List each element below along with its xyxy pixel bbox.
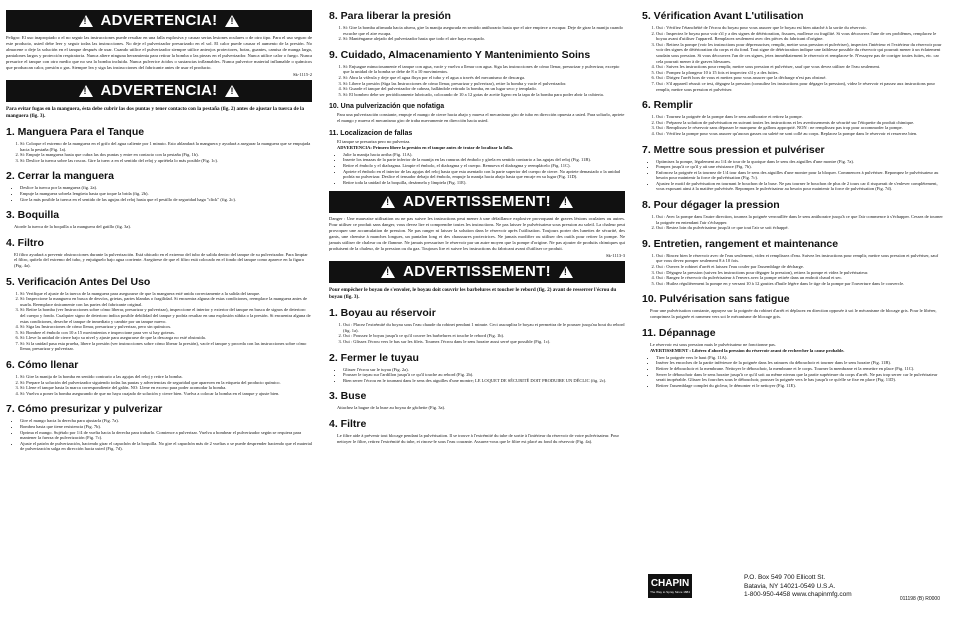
list-item: • Julie la manija hacia arriba (Fig. 11A). — [343, 152, 625, 158]
list-item: • Insérer les encoches de la partie inférieure de la poignée dans les rainures du débouchoir et tourner dans le sens horaire (Fig. 11B). — [656, 360, 944, 366]
list-item: 2. Oui : Inspectez le boyau pour voir s'il y a des signes de détérioration, fissures, mollesse ou fragilité. Si vous découvrez l'une de ces problèmes, remplacez le boyau avant d'utiliser l'appareil. Remplacez seulement avec des pièces du fabricant d'origine. — [656, 31, 944, 42]
warning-banner-title: ADVERTISSEMENT! — [403, 193, 551, 211]
warning-triangle-icon — [559, 266, 573, 278]
list-item: 3. Oui : Dégagez la pression (suivez les instructions pour dégager la pression), retirez la pompe et videz le pulvérisateur. — [656, 270, 944, 276]
document-code: 011198 (B) R0000 — [899, 596, 940, 602]
column-middle — [329, 10, 625, 445]
list-item: • Pompez jusqu'à ce qu'il y ait une résistance (Fig. 7b). — [656, 164, 944, 170]
section-title: 4. Filtro — [6, 236, 44, 249]
section-text: El filtro ayudará a prevenir obstrucciones durante la pulverización. Está ubicado en el extremo del tubo de salida dentro del tanque de su pulverizador. Para limpiar el filtro, quítelo del extremo del tubo, y enjuáguelo bajo agua corriente. Asegúrese de que el filtro está colocado en el fondo del tanque como aparece en la figura (Fig. 4a). — [14, 251, 308, 268]
section-text: Attachez la bague de la buse au boyau de gâchette (Fig. 3a). — [337, 405, 446, 411]
section-text: Le filtre aide à prévenir tout blocage pendant la pulvérisation. Il se trouve à l'extrémité du tube de sortie à l'intérieur du réservoir de votre pulvérisateur. Pour nettoyer le filtre, retirez l'extrémité du tube, et rincez-le sous l'eau courante. Assurez-vous que le filtre est placé au fond du réservoir (Fig. 4a). — [337, 433, 620, 444]
section-title: 5. Verificación Antes Del Uso — [6, 275, 151, 288]
list-item: • Apriete el émbolo en el interior de las agujas del reloj hasta que esta asentado con la parte superior del cuerpo de cierre. No apriete demasiado o la unidad podría no pulverizar. Deslice el tensador debajo del émbolo, empuje la manija hacia abajo hasta que encaje en su lugar (Fig. 11D). — [343, 169, 625, 180]
section-text: Le réservoir est sous pression mais le pulvérisateur ne fonctionne pas. — [650, 341, 776, 347]
warning-triangle-icon — [79, 15, 93, 27]
list-item: 1. Oui : Placez l'extrémité du boyau sous l'eau chaude du robinet pendant 1 minute. Ceci assouplira le boyau et permettra de le pousser jusqu'au bout du rebord (fig. 1a). — [343, 322, 625, 333]
warning-banner-2 — [6, 80, 312, 102]
list-item: 5. Oui : Pompez la plongeur 10 à 15 fois et inspectez s'il y a des fuites. — [656, 70, 944, 76]
list-item: • Ajuste el patrón de pulverización, haciendo girar el capuchón de la boquilla. No gire el capuchón más de 2 vueltas o se puede desprender haciendo que el material de pulverización salga en dirección hacia usted (Fig. 7d). — [20, 441, 312, 452]
list-item: 3. Sí: Retire la bomba (ver Instrucciones sobre cómo liberar, presurizar y pulverizar), inspeccione el interior y exterior del tanque en busca de signos de deterioro del cuerpo y fondo. Cualquier signo de deterioro indica posible debilidad del tanque y podría resultar en una explosión súbita o la presión. Si encuentra alguna de estas condiciones, deseche el tanque de inmediato y cambie por un tanque nuevo. — [20, 307, 312, 324]
list-item: 2. Oui : Poussez le boyau jusqu'à ce qu'il couvre les barbelures et touche le rebord (Fig. 1b). — [343, 333, 625, 339]
list-item: • Bien serrer l'écrou en le tournant dans le sens des aiguilles d'une montre; LE LOQUET DE SÉCURITÉ DOIT PRODUIRE UN DÉCLIC (fig. 2c). — [343, 378, 625, 384]
warning-text-3: Danger : Une mauvaise utilisation ou ne pas suivre les instructions peut mener à une défaillance explosive provoquant de graves lésions oculaires ou autres. Pour utiliser ce produit sans danger, vous devez lire et comprendre toutes les instructions. Ne pas laisser le pulvérisateur sous pression au soleil. La chaleur peut provoquer une accumulation de pression. Ne pas ranger ni laisser la solution dans le réservoir après l'utilisation. Toujours porter des lunettes de sécurité, des gants, une chemise à manches longues, un pantalon long et des chaussures protectrices. Ne jamais modifier ou utiliser des outils pour retirer la pompe. Ne jamais utiliser de chaleur ou de flamme. Ne jamais pressuriser le réservoir par un autre moyen que la pompe d'origine. Ne pas ajouter de produits chimiques qui produisent de la chaleur, de la pression ou du gaz. Toujours lire et suivre les instructions du fabricant avant d'utiliser ce produit. — [329, 216, 625, 252]
warning-code-3: Sk-1113-3 — [605, 253, 625, 259]
section-title: 1. Manguera Para el Tanque — [6, 126, 145, 138]
warning-banner-title: ADVERTENCIA! — [100, 12, 218, 29]
warning-triangle-icon — [381, 196, 395, 208]
section-text: El tanque se presuriza pero no pulveriza. — [337, 138, 411, 144]
section-list — [642, 25, 944, 92]
section-title: 3. Buse — [329, 390, 367, 403]
list-item: 6. Oui : Dirigez l'arrêt hors de vous et mettez pour vous assurer que la décharge n'est pas obstrué. — [656, 75, 944, 81]
list-item: 4. Oui : Suivez les instructions pour remplir, mettre sous pression et pulvériser, sauf que vous devez utiliser de l'eau seulement. — [656, 64, 944, 70]
section-list — [6, 185, 312, 202]
list-item: • Serrer le débouchoir dans le sens horaire jusqu'à ce qu'il soit au même niveau que la partie supérieure du corps d'arrêt. Ne pas trop serrer car le pulvérisateur serait inopérable. Glisser les fourches sous le débouchoir, pousser la poignée vers le bas jusqu'à ce qu'elle se fixe en place (Fig. 11D). — [656, 372, 944, 383]
list-item: • Retirer le débouchoir et la membrane. Nettoyer le débouchoir, la membrane et le corps. Tourner la membrane et la remettre en place (Fig. 11C). — [656, 366, 944, 372]
section-list — [642, 159, 944, 193]
list-item: • Gire la más posible la tuerca en el sentido de las agujas del reloj hasta que el pestillo de seguridad haga "click" (fig. 2c). — [20, 197, 312, 203]
list-item: • Bombea hasta que tiene resistencia (Fig. 7b). — [20, 424, 312, 430]
logo-tagline: The Way to Spray Since 1884 — [650, 590, 690, 594]
list-item: • Pousser le tuyau sur l'ardillon jusqu'à ce qu'il touche au rebord (Fig. 2b). — [343, 372, 625, 378]
list-item: 2. Sí: Manténgame alejado del pulverizador hasta que todo el aire haya escapado. — [343, 36, 625, 42]
warning-triangle-icon — [225, 15, 239, 27]
list-item: 2. Sí: Inspeccione la manguera en busca de desvíos, grietas, partes blandas o fragilidad. Si encuentra alguna de estas condiciones, reemplace la manguera antes de usarla. Reemplace únicamente con las partes del fabricante original. — [20, 296, 312, 307]
list-item: • Tirer la poignée vers le haut (Fig. 11A). — [656, 355, 944, 361]
list-item: • Deslice la tuerca por la manguera (fig. 2a). — [20, 185, 312, 191]
warning-banner-title: ADVERTENCIA! — [100, 82, 218, 99]
list-item: 5. Sí: El bombeo debe ser periódicamente lubricado, colocando de 10 a 12 gotas de aceite ligero en la tapa de la bomba para poder abrir la cubierta. — [343, 92, 625, 98]
logo-text: CHAPIN — [650, 578, 690, 589]
section-warning: ADVERTENCIA: Primero libere la presión en el tanque antes de tratar de localizar la falla. — [337, 145, 514, 151]
address-line: P.O. Box 549 700 Ellicott St. — [744, 574, 826, 581]
section-title: 9. Entretien, rangement et maintenance — [642, 237, 839, 250]
list-item: 4. Sí: Guarde el tanque del pulverizador de cabeza, hallándole retirado la bomba, en un lugar seco y templado. — [343, 86, 625, 92]
warning-triangle-icon — [559, 196, 573, 208]
list-item: 6. Sí: Lleve la unidad de cierre bajo su nivel y ajuste para asegurarse de que la descarga no esté obstruida. — [20, 335, 312, 341]
list-item: • Enfoncez la poignée et la tournez de 1/4 tour dans le sens des aiguilles d'une montre pour la bloquer. Commencez à pulvériser. Repompez le pulvérisateur au besoin pour maintenir la force de pulvérisation (Fig. 7c). — [656, 170, 944, 181]
chapin-logo — [648, 574, 692, 598]
warning-text-1: Peligro: El uso inapropiado o el no seguir las instrucciones puede resultar en una falla explosiva y causar serias lesiones oculares o de otro tipo. Para el uso seguro de este producto, usted debe leer y seguir todas las instrucciones. No deje el pulverizador presurizado en el sol. El calor puede causar el aumento de la presión. No almacene o deje la solución en el tanque después de usar. Cuando utilice el pulverizador siempre utilice anteojos protectores, botas, guantes, camisa de manga larga, pantalones largos y protección respiratoria. Nunca altere ninguna herramienta para retirar la bomba o las piezas en el pulverizador. Nunca utilice calor o fuego. Nunca presurice el tanque con otro medio que no sea la bomba incluida. Nunca pulverice ácidos o sustancias inflamables. Nunca pulverice material inflamable o químicos que produzcan calor, presión o gas. Siempre lea y siga las instrucciones del fabricante antes de usar el producto. — [6, 35, 312, 70]
list-item: 7. Sí: Si la unidad pasa esta prueba, libere la presión (ver instrucciones sobre cómo liberar la presión), vacíe el tanque y proceda con las instrucciones sobre cómo llenar, presurizar y pulverizar. — [20, 341, 312, 352]
section-text: Atorde la tuerca de la boquilla a la manguera del gatillo (fig. 3a). — [14, 224, 131, 230]
list-item: 1. Sí: Gire la bomba afirmada hacia afuera, gire la manija asegurada en sentido antihorario hasta que el aire empiece a escapar. Deje de girar la manija cuando escuche que el aire escapa. — [343, 25, 625, 36]
address-line: 1-800-950-4458 www.chapinmfg.com — [744, 591, 852, 598]
section-warning: AVERTISSEMENT : Libérez d'abord la pression du réservoir avant de rechercher la cause probable. — [650, 348, 845, 354]
column-spanish — [6, 10, 312, 452]
list-item: • Glisser l'écrou sur le tuyau (Fig. 2a). — [343, 367, 625, 373]
section-text: Pour une pulvérisation constante, appuyez sur la poignée du robinet d'arrêt et déplacez en direction opposée à soi le mécanisme de blocage gris. Pour le libérer, comprimez la poignée et ramenez vers soi le mécanisme de blocage gris. — [650, 308, 937, 319]
section-list — [6, 141, 312, 163]
section-title: 2. Cerrar la manguera — [6, 170, 114, 183]
list-item: 4. Sí: Siga las Instrucciones de cómo llenar, presurizar y pulverizar, pero sin químicos. — [20, 324, 312, 330]
list-item: 3. Sí: Deslice la tuerca sobre las roscas. Gire la tuerc a en el sentido del reloj y apriétela lo más posible (Fig. 1c). — [20, 158, 312, 164]
section-list — [329, 152, 625, 186]
list-item: • Optimisez la pompe, légalement au 1/4 de tour de la quoique dans le sens des aiguilles d'une montre (Fig. 7a). — [656, 159, 944, 165]
section-title: 11. Dépannage — [642, 326, 716, 339]
section-title: 7. Cómo presurizar y pulverizar — [6, 403, 163, 416]
warning-banner-3 — [329, 191, 625, 213]
section-text: Para una pulverización constante, empuje el mango de cierre hacia abajo y mueva el mecanismo giro de tubo en dirección opuesta a usted. Para soltarlo, apriete el mango y mueva el mecanismo giro de traba nuevamente en dirección hacia usted. — [337, 112, 625, 123]
list-item: 2. Sí: Abra la válvula y deje que el agua fluya por el tubo y el agua a través del mecanismo de descarga. — [343, 75, 625, 81]
section-title: 8. Pour dégager la pression — [642, 199, 780, 212]
warning-banner-title: ADVERTISSEMENT! — [403, 263, 551, 281]
list-item: • Oprima el mango. Sujétalo por 1/4 de vuelta hacia la derecha para trabarlo. Comience a pulverizar. Vuelva a bombear el pulverizador según se requiera para mantener la fuerza de pulverización (Fig. 7c). — [20, 430, 312, 441]
section-title: 5. Vérification Avant L'utilisation — [642, 10, 804, 22]
section-title: 2. Fermer le tuyau — [329, 351, 419, 364]
section-list — [6, 418, 312, 452]
section-list — [642, 355, 944, 389]
section-list — [329, 64, 625, 98]
section-list — [642, 214, 944, 231]
warning-banner-1 — [6, 10, 312, 32]
list-item: 2. Oui : Restez loin du pulvérisateur jusqu'à ce que tout l'air se soit échappé. — [656, 225, 944, 231]
list-item: 1. Oui : Rincez bien le réservoir avec de l'eau seulement, videz et remplissez d'eau. Suivez les instructions pour remplir, mettre sous pression et pulvériser, sauf que vous devez pomper seulement 8 à 10 fois. — [656, 253, 944, 264]
section-title: 7. Mettre sous pression et pulvériser — [642, 143, 825, 156]
list-item: • Ajustez le motif de pulvérisation en tournant le bouchon de la buse. Ne pas tourner le bouchon de plus de 2 tours car il risquerait de s'enlever complètement, vous exposant ainsi à la matière pulvérisée. Repompez le pulvérisateur au besoin pour maintenir la force de pulvérisation (Fig. 7d). — [656, 181, 944, 192]
column-french — [642, 10, 944, 388]
list-item: 1. Sí: Coloque el extremo de la manguera en el grifo del agua caliente por 1 minuto. Esto ablandará la manguera y ayudará a asegurar la manguera que se empujada hacia la pestaña (Fig. 1a). — [20, 141, 312, 152]
section-title: 4. Filtre — [329, 418, 367, 431]
warning-code-1: Sk-1115-2 — [292, 72, 312, 77]
list-item: 2. Sí: Prepare la solución del pulverizador siguiendo todas las pautas y advertencias de seguridad que aparecen en la etiqueta del producto químico. — [20, 380, 312, 386]
list-item: 1. Sí: Verifique el ajuste de la tuerca de la manguera para asegurarse de que la manguera esté unida correctamente a la salida del tanque. — [20, 291, 312, 297]
section-list — [6, 374, 312, 396]
warning-triangle-icon — [79, 85, 93, 97]
section-list — [329, 25, 625, 42]
section-title: 8. Para liberar la presión — [329, 10, 451, 22]
company-address — [744, 574, 852, 600]
section-title: 9. Cuidado, Almacenamiento Y Mantenimiento Soins — [329, 48, 591, 61]
warning-triangle-icon — [381, 266, 395, 278]
section-list — [329, 367, 625, 384]
section-list — [6, 291, 312, 353]
list-item: 5. Sí: Bombee el émbolo con 10 a 15 movimientos e inspeccione para ver si hay goteras. — [20, 330, 312, 336]
warning-text-4: Pour empêcher le boyau de s'envoler, le boyau doit couvrir les barbelures et toucher le rebord (fig. 2) avant de resserrer l'écrou du boyau (fig. 3). — [329, 287, 617, 300]
list-item: 2. Oui : Ouvrez le robinet d'arrêt et laissez l'eau couler par l'assemblage de décharge. — [656, 264, 944, 270]
list-item: 4. Oui : Vérifiez la pompe pour vous assurer qu'aucun gasses ou saleté ne sont collé au corps. Replacez la pompe dans le réservoir et resserrez bien. — [656, 131, 944, 137]
section-title: 10. Una pulverización que nofatiga — [329, 103, 445, 111]
list-item: 3. Oui : Retirez la pompe (voir les instructions pour dépressuriser, remplir, mettre sous pression et pulvériser), inspectez l'intérieur et l'extérieur du réservoir pour voir des signes de détérioration du corps et du fond. Tout signe de détérioration indique une faiblesse possible du réservoir qui pourrait mener à un éclatement soudain sous pression. Si vous découvrez l'un de ces signes, jetez immédiatement le réservoir et remplacez-le. N'essayez pas de corriger toutes fuites, etc. car cela pourrait mener à de graves blessures. — [656, 42, 944, 64]
list-item: 4. Sí: Vuelva a poner la bomba asegurando de que no haya cuajado de solución y cierre bien. Vuelva a colocar la bomba en el tanque y ajuste bien. — [20, 391, 312, 397]
list-item: 2. Sí: Empuje la manguera hasta que cubra las dos puntas y entre en contacto con la pestaña (Fig. 1b). — [20, 152, 312, 158]
list-item: • Retire toda la unidad de la boquilla, desármela y límpiela (Fig. 11E). — [343, 180, 625, 186]
list-item: 1. Oui : Tournez la poignée de la pompe dans le sens antihoraire et retirez la pompe. — [656, 114, 944, 120]
section-list — [642, 253, 944, 287]
section-title: 10. Pulvérisation sans fatigue — [642, 293, 790, 306]
list-item: 1. Oui : Avec la pompe dans l'autre direction, tournez la poignée verrouillée dans le sens antihoraire jusqu'à ce que l'air commence à s'échapper. Cessez de tourner la poignée en entendant l'air s'échapper. — [656, 214, 944, 225]
list-item: 3. Sí: Llene el tanque hasta la marca correspondiente del galón. NO: Llene en exceso para poder acomodar la bomba. — [20, 385, 312, 391]
warning-banner-4 — [329, 261, 625, 283]
footer — [648, 574, 944, 610]
section-title: 1. Boyau au réservoir — [329, 307, 436, 320]
list-item: 5. Oui : Huilez régulièrement la pompe en y versant 10 à 12 gouttes d'huile légère dans le tige de la pompe par l'ouverture dans le couvercle. — [656, 281, 944, 287]
list-item: • Gire el mango hacia la derecha para ajustarla (Fig. 7a). — [20, 418, 312, 424]
section-title: 6. Remplir — [642, 99, 693, 112]
list-item: 3. Oui : Remplissez le réservoir sans dépasser le marqueur de gallons approprié. NON : ne remplissez pas trop pour accommoder la pompe. — [656, 125, 944, 131]
warning-triangle-icon — [225, 85, 239, 97]
warning-text-2: Para evitar fugas en la manguera, ésta debe cubrir las dos puntas y tener contacto con la pestaña (fig. 2) antes de ajustar la tuerca de la manguera (fig. 3). — [6, 106, 305, 119]
section-list — [329, 322, 625, 344]
list-item: 4. Oui : Rangez le réservoir du pulvérisateur à l'envers avec la pompe retirée dans un endroit chaud et sec. — [656, 275, 944, 281]
list-item: 2. Oui : Préparez la solution de pulvérisation en suivant toutes les instructions et les avertissements de sécurité sur l'étiquette du produit chimique. — [656, 120, 944, 126]
list-item: 3. Oui : Glissez l'écrou vers le bas sur les filets. Tournez l'écrou dans le sens horaire aussi serré que possible (Fig. 1c). — [343, 339, 625, 345]
section-title: 3. Boquilla — [6, 209, 60, 222]
list-item: • Inserte los tenazas de la parte inferior de la manija en las ranuras del émbolo y gírela en sentido contrario a las agujas del reloj (Fig. 11B). — [343, 157, 625, 163]
section-title: 6. Cómo llenar — [6, 359, 79, 372]
list-item: 7. Oui : S'il appareil réussit ce test, dégagez la pression (consultez les instructions pour dégager la pression), videz le réservoir et passez aux instructions pour remplir, mettre sous pression et pulvériser. — [656, 81, 944, 92]
list-item: 1. Sí: Enjuague minuciosamente el tanque con agua, vacíe y vuelva a llenar con agua. Siga las instrucciones de cómo llenar, presurizar y pulverizar, excepto que la unidad de la bomba se debe de 8 a 10 movimientos. — [343, 64, 625, 75]
section-list — [642, 114, 944, 136]
list-item: • Empuje la manguera sobrela lengüeta hasta que toque la brida (fig. 2b). — [20, 191, 312, 197]
address-line: Batavia, NY 14021-0549 U.S.A. — [744, 582, 836, 590]
list-item: 1. Oui : Vérifiez l'étanchéité de l'écrou du boyau pour vous assurer que le boyau est bien attaché à la sortie du réservoir. — [656, 25, 944, 31]
section-title: 11. Localizacion de fallas — [329, 129, 413, 137]
list-item: 3. Sí: Libere la presión (Siga las Instrucciones de cómo llenar, presurizar y pulverizar), retire la bomba y vacíe el pulverizador. — [343, 81, 625, 87]
list-item: 1. Sí: Gire la manija de la bomba en sentido contrario a las agujas del reloj y retire la bomba. — [20, 374, 312, 380]
list-item: • Retirer l'assemblage complet du gicleur, le démonter et le nettoyer (Fig. 11E). — [656, 383, 944, 389]
list-item: • Retire el émbolo y el diafragma. Limpie el émbolo, el diafragma y el cuerpo. Remueva el diafragma y reemplácelo (Fig. 11C). — [343, 163, 625, 169]
